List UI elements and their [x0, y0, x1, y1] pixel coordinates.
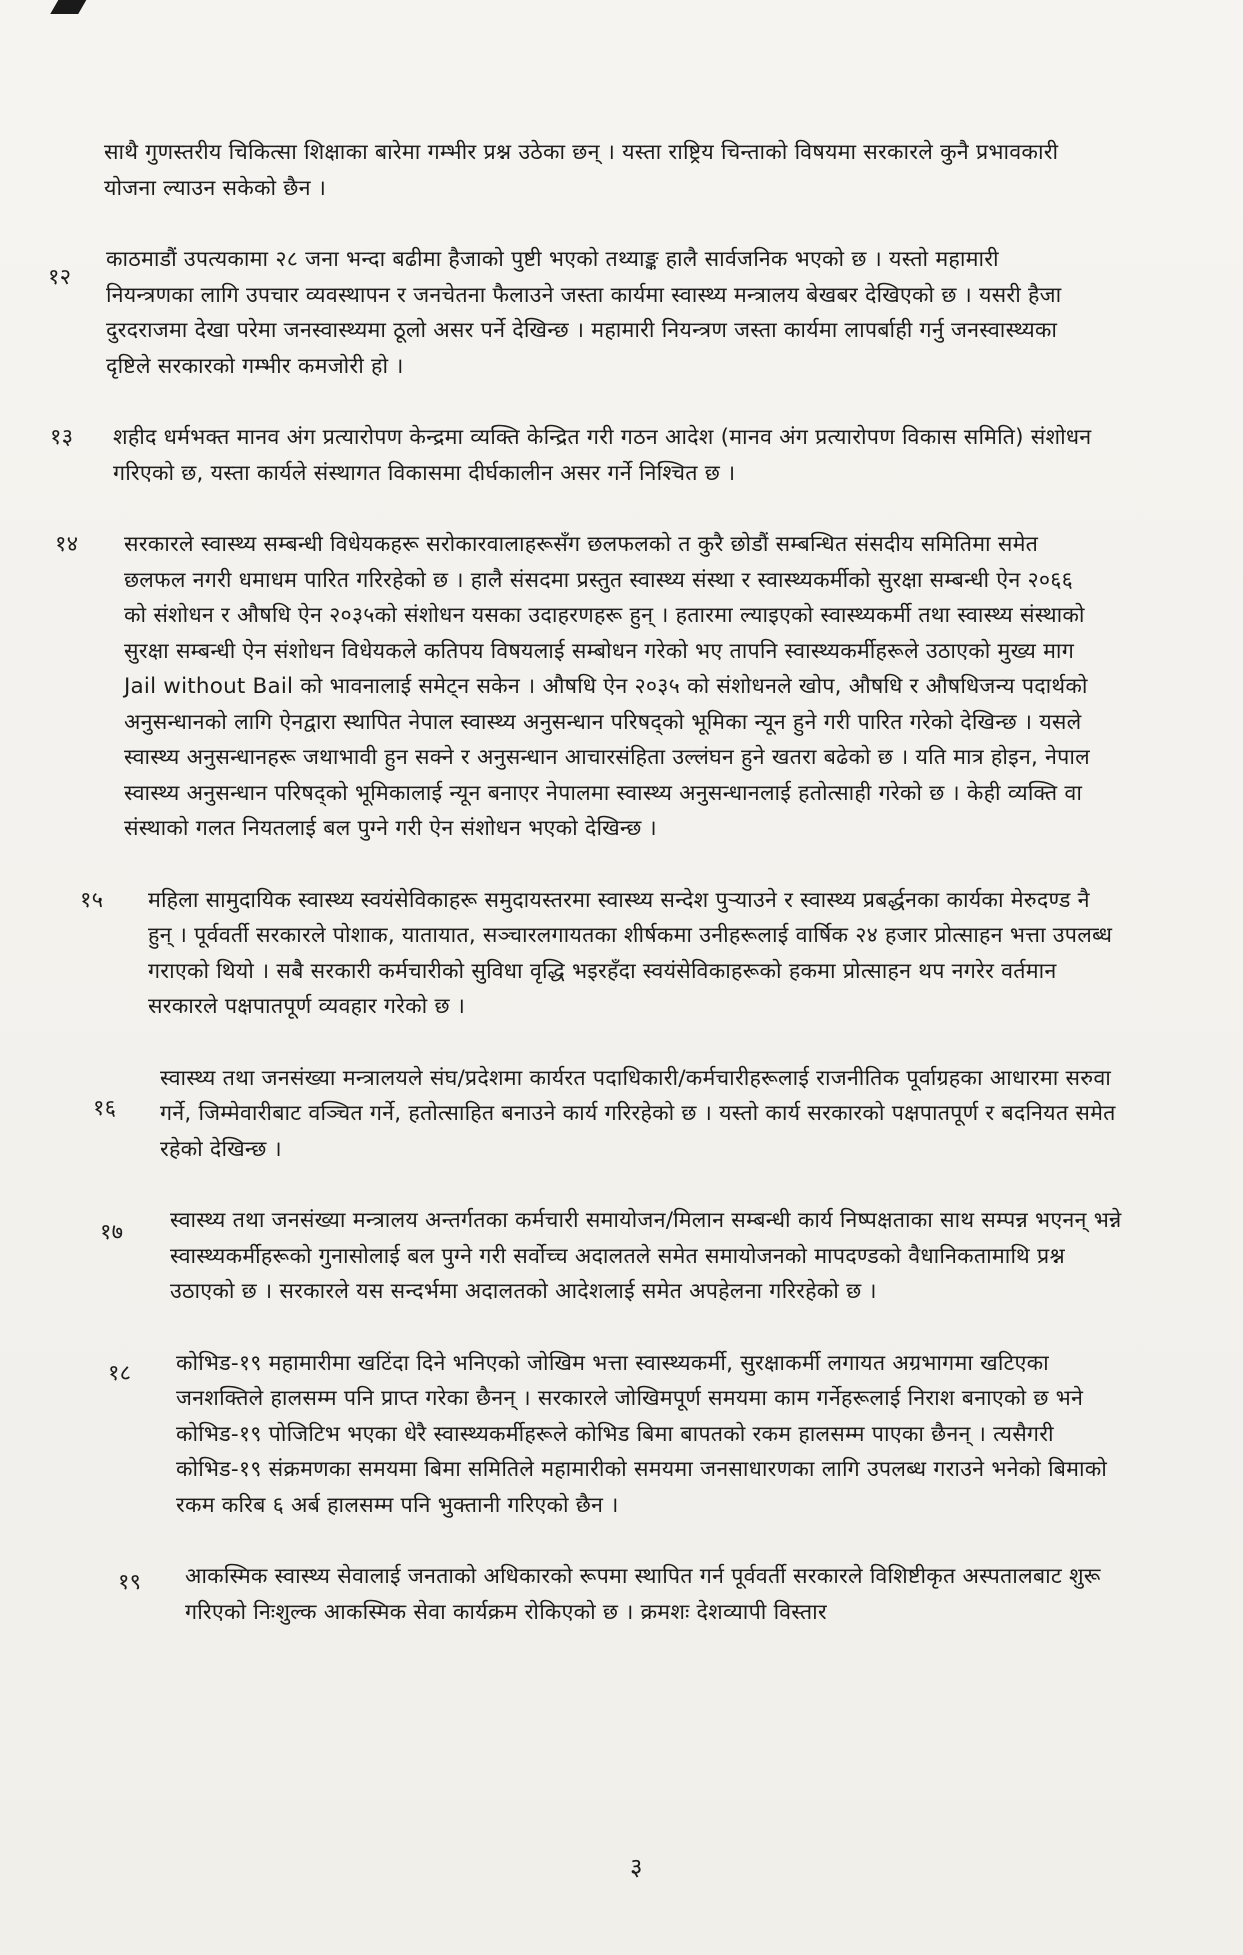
paragraph-text: सरकारले स्वास्थ्य सम्बन्धी विधेयकहरू सरोकारवालाहरूसँग छलफलको त कुरै छोडौं सम्बन्धित संसदीय समितिमा समेत छलफल नगरी धमाधम पारित गरिरहेको छ । हालै संसदमा प्रस्तुत स्वास्थ्य संस्था र स्वास्थ्यकर्मीको सुरक्षा सम्बन्धी ऐन २०६६ को संशोधन र औषधि ऐन २०३५को संशोधन यसका उदाहरणहरू हुन् । हतारमा ल्याइएको स्वास्थ्यकर्मी तथा स्वास्थ्य संस्थाको सुरक्षा सम्बन्धी ऐन संशोधन विधेयकले कतिपय विषयलाई सम्बोधन गरेको भए तापनि स्वास्थ्यकर्मीहरूले उठाएको मुख्य माग Jail without Bail को भावनालाई समेट्न सकेन । औषधि ऐन २०३५ को संशोधनले खोप, औषधि र औषधिजन्य पदार्थको अनुसन्धानको लागि ऐनद्वारा स्थापित नेपाल स्वास्थ्य अनुसन्धान परिषद्को भूमिका न्यून हुने गरी पारित गरेको देखिन्छ । यसले स्वास्थ्य अनुसन्धानहरू जथाभावी हुन सक्ने र अनुसन्धान आचारसंहिता उल्लंघन हुने खतरा बढेको छ । यति मात्र होइन, नेपाल स्वास्थ्य अनुसन्धान परिषद्को भूमिकालाई न्यून बनाएर नेपालमा स्वास्थ्य अनुसन्धानलाई हतोत्साही गरेको छ । केही व्यक्ति वा संस्थाको गलत नियतलाई बल पुग्ने गरी ऐन संशोधन भएको देखिन्छ । — [124, 532, 1090, 841]
intro-paragraph: साथै गुणस्तरीय चिकित्सा शिक्षाका बारेमा गम्भीर प्रश्न उठेका छन् । यस्ता राष्ट्रिय चिन्ताको विषयमा सरकारले कुनै प्रभावकारी योजना ल्याउन सकेको छैन । — [104, 140, 1059, 201]
corner-mark — [50, 0, 90, 14]
paragraph-number: १८ — [108, 1360, 132, 1386]
numbered-paragraph — [0, 527, 1243, 847]
numbered-paragraph — [0, 1061, 1243, 1168]
paragraph-text: काठमाडौं उपत्यकामा २८ जना भन्दा बढीमा हैजाको पुष्टी भएको तथ्याङ्क हालै सार्वजनिक भएको छ । यस्तो महामारी नियन्त्रणका लागि उपचार व्यवस्थापन र जनचेतना फैलाउने जस्ता कार्यमा स्वास्थ्य मन्त्रालय बेखबर देखिएको छ । यसरी हैजा दुरदराजमा देखा परेमा जनस्वास्थ्यमा ठूलो असर पर्ने देखिन्छ । महामारी नियन्त्रण जस्ता कार्यमा लापर्बाही गर्नु जनस्वास्थ्यका दृष्टिले सरकारको गम्भीर कमजोरी हो । — [106, 247, 1062, 379]
document-body — [0, 135, 1243, 1630]
paragraph-number: १५ — [80, 887, 104, 913]
paragraph-text: स्वास्थ्य तथा जनसंख्या मन्त्रालयले संघ/प्रदेशमा कार्यरत पदाधिकारी/कर्मचारीहरूलाई राजनीतिक पूर्वाग्रहका आधारमा सरुवा गर्ने, जिम्मेवारीबाट वञ्चित गर्ने, हतोत्साहित बनाउने कार्य गरिरहेको छ । यस्तो कार्य सरकारको पक्षपातपूर्ण र बदनियत समेत रहेको देखिन्छ । — [160, 1065, 1116, 1162]
paragraph-text: आकस्मिक स्वास्थ्य सेवालाई जनताको अधिकारको रूपमा स्थापित गर्न पूर्ववर्ती सरकारले विशिष्टीकृत अस्पतालबाट शुरू गरिएको निःशुल्क आकस्मिक सेवा कार्यक्रम रोकिएको छ । क्रमशः देशव्यापी विस्तार — [185, 1564, 1101, 1625]
paragraph-number: १६ — [93, 1095, 117, 1121]
numbered-paragraph — [0, 1559, 1243, 1630]
paragraph-text: महिला सामुदायिक स्वास्थ्य स्वयंसेविकाहरू समुदायस्तरमा स्वास्थ्य सन्देश पुऱ्याउने र स्वास्थ्य प्रबर्द्धनका कार्यका मेरुदण्ड नै हुन् । पूर्ववर्ती सरकारले पोशाक, यातायात, सञ्चारलगायतका शीर्षकमा उनीहरूलाई वार्षिक २४ हजार प्रोत्साहन भत्ता उपलब्ध गराएको थियो । सबै सरकारी कर्मचारीको सुविधा वृद्धि भइरहँदा स्वयंसेविकाहरूको हकमा प्रोत्साहन थप नगरेर वर्तमान सरकारले पक्षपातपूर्ण व्यवहार गरेको छ । — [148, 887, 1113, 1019]
numbered-paragraph — [0, 883, 1243, 1025]
paragraph-text: कोभिड-१९ महामारीमा खटिंदा दिने भनिएको जोखिम भत्ता स्वास्थ्यकर्मी, सुरक्षाकर्मी लगायत अग्रभागमा खटिएका जनशक्तिले हालसम्म पनि प्राप्त गरेका छैनन् । सरकारले जोखिमपूर्ण समयमा काम गर्नेहरूलाई निराश बनाएको छ भने कोभिड-१९ पोजिटिभ भएका धेरै स्वास्थ्यकर्मीहरूले कोभिड बिमा बापतको रकम हालसम्म पाएका छैनन् । त्यसैगरी कोभिड-१९ संक्रमणका समयमा बिमा समितिले महामारीको समयमा जनसाधारणका लागि उपलब्ध गराउने भनेको बिमाको रकम करिब ६ अर्ब हालसम्म पनि भुक्तानी गरिएको छैन । — [176, 1350, 1108, 1518]
numbered-paragraph — [0, 1346, 1243, 1524]
numbered-paragraph — [0, 420, 1243, 491]
paragraph-number: १९ — [118, 1570, 142, 1595]
paragraph-text: स्वास्थ्य तथा जनसंख्या मन्त्रालय अन्तर्गतका कर्मचारी समायोजन/मिलान सम्बन्धी कार्य निष्पक्षताका साथ सम्पन्न भएनन् भन्ने स्वास्थ्यकर्मीहरूको गुनासोलाई बल पुग्ने गरी सर्वोच्च अदालतले समेत समायोजनको मापदण्डको वैधानिकतामाथि प्रश्न उठाएको छ । सरकारले यस सन्दर्भमा अदालतको आदेशलाई समेत अपहेलना गरिरहेको छ । — [170, 1208, 1122, 1304]
page-number: ३ — [630, 1853, 643, 1881]
paragraph-number: १७ — [100, 1220, 124, 1245]
numbered-paragraph — [0, 1203, 1243, 1310]
numbered-paragraph — [0, 242, 1243, 384]
paragraph-number: १४ — [55, 532, 79, 557]
paragraph-text: शहीद धर्मभक्त मानव अंग प्रत्यारोपण केन्द्रमा व्यक्ति केन्द्रित गरी गठन आदेश (मानव अंग प्रत्यारोपण विकास समिति) संशोधन गरिएको छ, यस्ता कार्यले संस्थागत विकासमा दीर्घकालीन असर गर्ने निश्चित छ । — [113, 425, 1092, 486]
paragraph-number: १२ — [48, 265, 72, 290]
paragraph-number: १३ — [50, 425, 74, 450]
